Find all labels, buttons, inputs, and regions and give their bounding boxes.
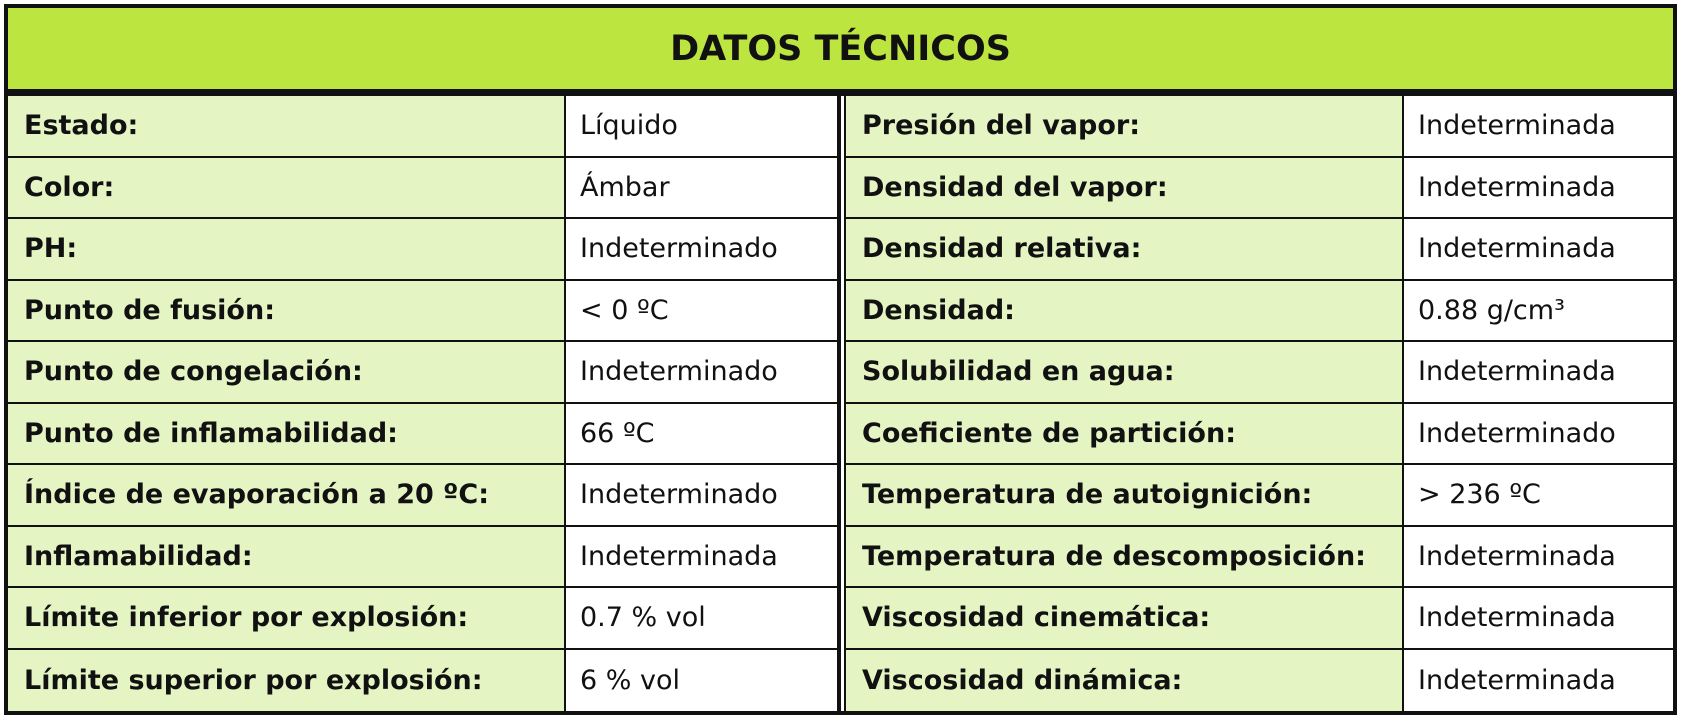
right-label: Temperatura de autoignición:	[846, 465, 1404, 527]
right-value: Indeterminada	[1404, 219, 1673, 281]
right-label: Coeficiente de partición:	[846, 404, 1404, 466]
right-label: Viscosidad cinemática:	[846, 588, 1404, 650]
right-label: Densidad:	[846, 281, 1404, 343]
left-value: < 0 ºC	[566, 281, 839, 343]
left-value: 0.7 % vol	[566, 588, 839, 650]
left-label: Punto de inflamabilidad:	[8, 404, 566, 466]
right-value: Indeterminada	[1404, 588, 1673, 650]
right-value: 0.88 g/cm³	[1404, 281, 1673, 343]
technical-data-table	[4, 4, 1677, 715]
right-label: Presión del vapor:	[846, 96, 1404, 158]
right-value: Indeterminada	[1404, 158, 1673, 220]
left-label: Punto de fusión:	[8, 281, 566, 343]
left-label: Límite inferior por explosión:	[8, 588, 566, 650]
left-value: Indeterminado	[566, 465, 839, 527]
right-value: > 236 ºC	[1404, 465, 1673, 527]
right-label: Viscosidad dinámica:	[846, 650, 1404, 712]
table-title: DATOS TÉCNICOS	[8, 8, 1673, 96]
left-label: Color:	[8, 158, 566, 220]
left-label: Límite superior por explosión:	[8, 650, 566, 712]
left-value: Indeterminado	[566, 219, 839, 281]
column-divider	[839, 96, 846, 711]
left-value: Líquido	[566, 96, 839, 158]
right-value: Indeterminada	[1404, 96, 1673, 158]
left-label: Estado:	[8, 96, 566, 158]
right-value: Indeterminada	[1404, 527, 1673, 589]
left-value: Indeterminado	[566, 342, 839, 404]
right-label: Temperatura de descomposición:	[846, 527, 1404, 589]
left-label: PH:	[8, 219, 566, 281]
right-value: Indeterminado	[1404, 404, 1673, 466]
left-label: Índice de evaporación a 20 ºC:	[8, 465, 566, 527]
right-value: Indeterminada	[1404, 650, 1673, 712]
left-label: Punto de congelación:	[8, 342, 566, 404]
left-value: Ámbar	[566, 158, 839, 220]
right-label: Densidad del vapor:	[846, 158, 1404, 220]
right-label: Solubilidad en agua:	[846, 342, 1404, 404]
right-label: Densidad relativa:	[846, 219, 1404, 281]
left-value: Indeterminada	[566, 527, 839, 589]
left-value: 6 % vol	[566, 650, 839, 712]
left-label: Inflamabilidad:	[8, 527, 566, 589]
right-value: Indeterminada	[1404, 342, 1673, 404]
left-value: 66 ºC	[566, 404, 839, 466]
table-body	[8, 96, 1673, 711]
